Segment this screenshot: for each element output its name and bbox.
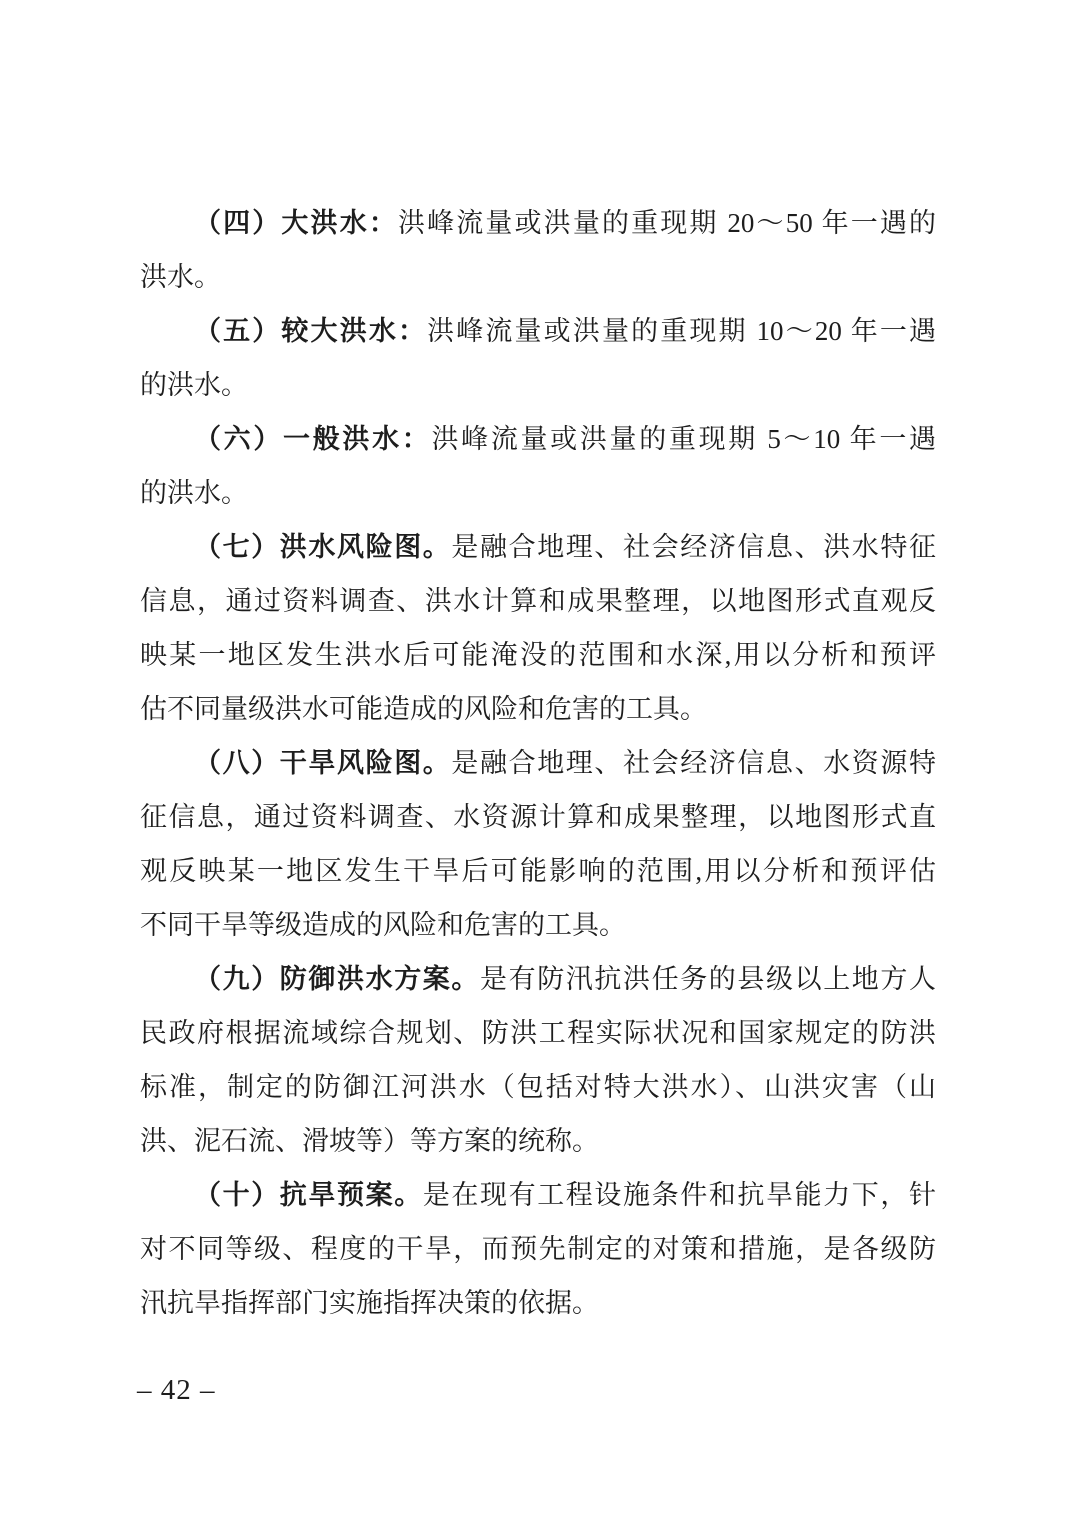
- text-line: [140, 520, 936, 574]
- term-label: （七）洪水风险图。: [194, 532, 452, 562]
- term-label: （十）抗旱预案。: [194, 1180, 423, 1210]
- text-line: [140, 1168, 936, 1222]
- text-line: [140, 358, 936, 412]
- line-text: 的洪水。: [140, 370, 248, 400]
- line-text: 对不同等级、程度的干旱，而预先制定的对策和措施，是各级防: [140, 1234, 936, 1264]
- text-line: [140, 1006, 936, 1060]
- line-text: 汛抗旱指挥部门实施指挥决策的依据。: [140, 1288, 599, 1318]
- text-line: [140, 304, 936, 358]
- term-label: （四）大洪水：: [194, 208, 398, 238]
- line-text: 观反映某一地区发生干旱后可能影响的范围,用以分析和预评估: [140, 856, 936, 886]
- line-text: 是融合地理、社会经济信息、洪水特征: [451, 532, 936, 562]
- text-line: [140, 250, 936, 304]
- text-line: [140, 1114, 936, 1168]
- line-text: 估不同量级洪水可能造成的风险和危害的工具。: [140, 694, 707, 724]
- text-line: [140, 1276, 936, 1330]
- line-text: 标准，制定的防御江河洪水（包括对特大洪水）、山洪灾害（山: [140, 1072, 936, 1102]
- line-text: 信息，通过资料调查、洪水计算和成果整理，以地图形式直观反: [140, 586, 936, 616]
- term-label: （八）干旱风险图。: [194, 748, 452, 778]
- line-text: 是融合地理、社会经济信息、水资源特: [451, 748, 936, 778]
- line-text: 民政府根据流域综合规划、防洪工程实际状况和国家规定的防洪: [140, 1018, 936, 1048]
- text-line: [140, 574, 936, 628]
- term-label: （九）防御洪水方案。: [194, 964, 480, 994]
- line-text: 是有防汛抗洪任务的县级以上地方人: [480, 964, 936, 994]
- line-text: 洪水。: [140, 262, 221, 292]
- line-text: 映某一地区发生洪水后可能淹没的范围和水深,用以分析和预评: [140, 640, 936, 670]
- text-line: [140, 412, 936, 466]
- text-line: [140, 1222, 936, 1276]
- line-text: 的洪水。: [140, 478, 248, 508]
- text-line: [140, 628, 936, 682]
- text-line: [140, 1060, 936, 1114]
- body-text: [140, 196, 936, 1330]
- text-line: [140, 682, 936, 736]
- text-line: [140, 196, 936, 250]
- text-line: [140, 736, 936, 790]
- text-line: [140, 952, 936, 1006]
- term-label: （六）一般洪水：: [194, 424, 432, 454]
- term-label: （五）较大洪水：: [194, 316, 428, 346]
- page-number: – 42 –: [137, 1374, 216, 1406]
- line-text: 不同干旱等级造成的风险和危害的工具。: [140, 910, 626, 940]
- line-text: 是在现有工程设施条件和抗旱能力下，针: [422, 1180, 936, 1210]
- line-text: 洪峰流量或洪量的重现期 20～50 年一遇的: [397, 208, 936, 238]
- line-text: 洪峰流量或洪量的重现期 5～10 年一遇: [431, 424, 936, 454]
- text-line: [140, 844, 936, 898]
- text-line: [140, 790, 936, 844]
- line-text: 洪、泥石流、滑坡等）等方案的统称。: [140, 1126, 599, 1156]
- line-text: 洪峰流量或洪量的重现期 10～20 年一遇: [427, 316, 936, 346]
- text-line: [140, 466, 936, 520]
- line-text: 征信息，通过资料调查、水资源计算和成果整理，以地图形式直: [140, 802, 936, 832]
- text-line: [140, 898, 936, 952]
